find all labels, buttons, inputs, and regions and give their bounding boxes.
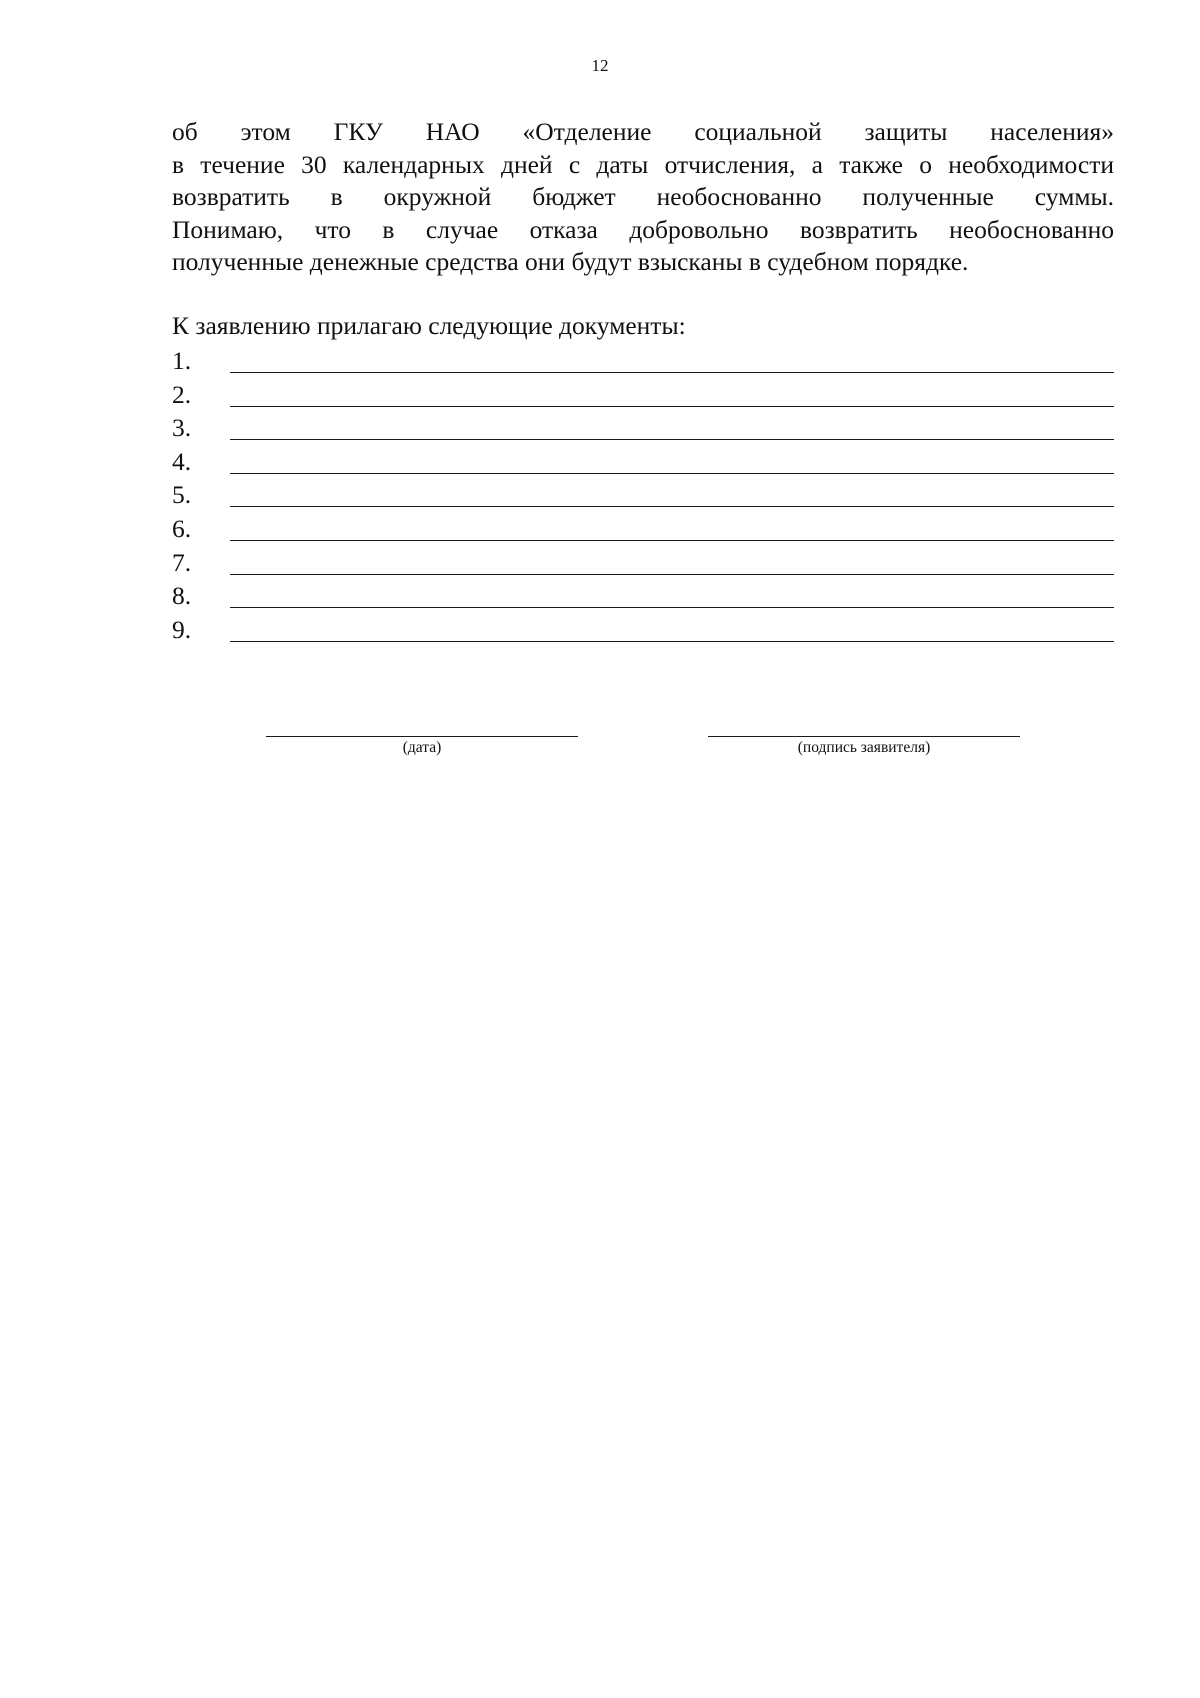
signature-caption: (подпись заявителя) — [797, 739, 931, 756]
signature-field — [708, 736, 1020, 757]
paragraph-line: возвратить в окружной бюджет необоснованно полученные суммы. — [172, 182, 1114, 211]
attachments-intro: К заявлению прилагаю следующие документы: — [172, 311, 686, 340]
paragraph-line: Понимаю, что в случае отказа добровольно возвратить необоснованно — [172, 214, 1114, 244]
attachment-number: 4. — [172, 446, 192, 476]
date-field — [266, 736, 578, 757]
attachment-blank-line[interactable] — [230, 540, 1114, 541]
attachments-list — [172, 346, 1114, 648]
attachment-number: 3. — [172, 413, 192, 443]
attachment-blank-line[interactable] — [230, 372, 1114, 373]
attachment-number: 1. — [172, 346, 192, 375]
attachment-item — [172, 615, 1114, 649]
attachment-item — [172, 380, 1114, 414]
attachment-blank-line[interactable] — [230, 406, 1114, 407]
attachment-item — [172, 548, 1114, 582]
attachment-item — [172, 514, 1114, 548]
attachment-blank-line[interactable] — [230, 473, 1114, 474]
paragraph-line: полученные денежные средства они будут взысканы в судебном порядке. — [172, 247, 969, 276]
attachment-item — [172, 581, 1114, 615]
body-paragraph — [172, 116, 1114, 279]
date-blank-line[interactable] — [266, 736, 578, 737]
attachment-item — [172, 480, 1114, 514]
attachment-blank-line[interactable] — [230, 641, 1114, 642]
attachment-item — [172, 413, 1114, 447]
date-caption: (дата) — [402, 739, 442, 756]
attachment-number: 6. — [172, 513, 192, 543]
attachment-number: 2. — [172, 379, 192, 409]
attachment-item — [172, 447, 1114, 481]
attachment-blank-line[interactable] — [230, 439, 1114, 440]
attachment-number: 9. — [172, 614, 192, 644]
paragraph-line: об этом ГКУ НАО «Отделение социальной защиты населения» — [172, 117, 1114, 146]
attachment-item — [172, 346, 1114, 380]
paragraph-line: в течение 30 календарных дней с даты отчисления, а также о необходимости — [172, 149, 1114, 179]
attachment-number: 7. — [172, 547, 192, 577]
attachment-blank-line[interactable] — [230, 574, 1114, 575]
page-number: 12 — [591, 56, 609, 75]
attachment-number: 8. — [172, 581, 192, 611]
attachment-blank-line[interactable] — [230, 506, 1114, 507]
signature-blank-line[interactable] — [708, 736, 1020, 737]
attachment-blank-line[interactable] — [230, 607, 1114, 608]
attachment-number: 5. — [172, 480, 192, 510]
